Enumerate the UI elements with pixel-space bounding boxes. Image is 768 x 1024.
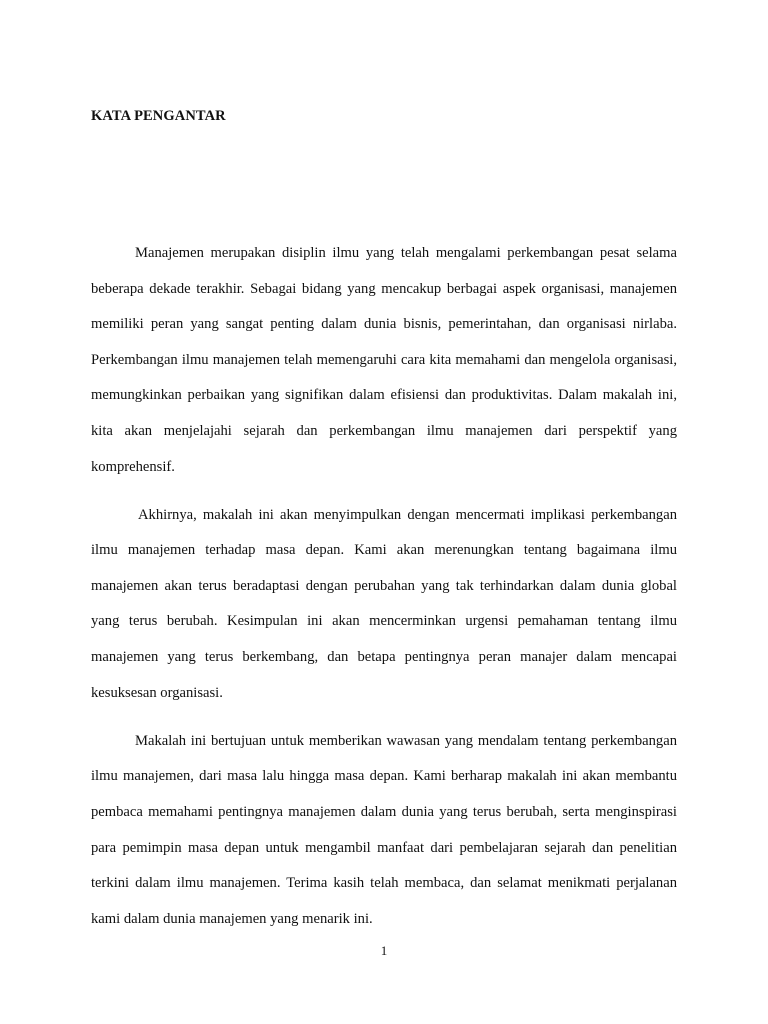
paragraph-conclusion: Akhirnya, makalah ini akan menyimpulkan dengan mencermati implikasi perkembangan ilmu manajemen terhadap masa depan. Kami akan merenungkan tentang bagaimana ilmu manajemen akan terus beradaptasi dengan perubahan yang tak terhindarkan dalam dunia global yang terus berubah. Kesimpulan ini akan mencerminkan urgensi pemahaman tentang ilmu manajemen yang terus berkembang, dan betapa pentingnya peran manajer dalam mencapai kesuksesan organisasi. bbox=[91, 506, 677, 701]
page-number: 1 bbox=[380, 943, 388, 958]
paragraph-purpose: Makalah ini bertujuan untuk memberikan wawasan yang mendalam tentang perkembangan ilmu manajemen, dari masa lalu hingga masa depan. Kami berharap makalah ini akan membantu pembaca memahami pentingnya manajemen dalam dunia yang terus berubah, serta menginspirasi para pemimpin masa depan untuk mengambil manfaat dari pembelajaran sejarah dan penelitian terkini dalam ilmu manajemen. Terima kasih telah membaca, dan selamat menikmati perjalanan kami dalam dunia manajemen yang menarik ini. bbox=[91, 732, 677, 927]
paragraph-intro: Manajemen merupakan disiplin ilmu yang telah mengalami perkembangan pesat selama beberapa dekade terakhir. Sebagai bidang yang mencakup berbagai aspek organisasi, manajemen memiliki peran yang sangat penting dalam dunia bisnis, pemerintahan, dan organisasi nirlaba. Perkembangan ilmu manajemen telah memengaruhi cara kita memahami dan mengelola organisasi, memungkinkan perbaikan yang signifikan dalam efisiensi dan produktivitas. Dalam makalah ini, kita akan menjelajahi sejarah dan perkembangan ilmu manajemen dari perspektif yang komprehensif. bbox=[91, 245, 677, 475]
page-title: KATA PENGANTAR bbox=[91, 108, 226, 124]
body-text bbox=[91, 236, 677, 950]
